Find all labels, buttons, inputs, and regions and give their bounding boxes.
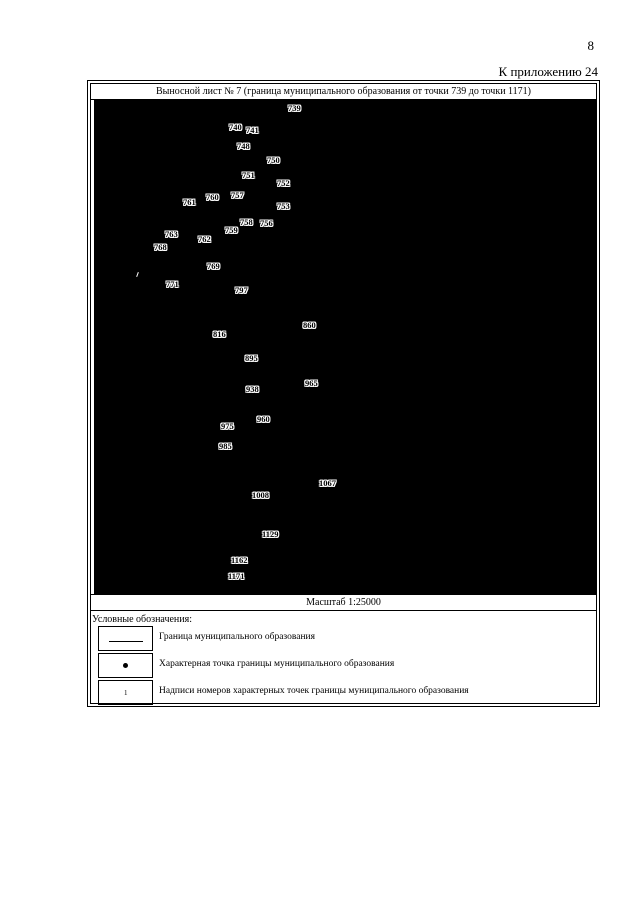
map-point-label: 860 <box>303 320 316 330</box>
map-point-label: 763 <box>165 229 178 239</box>
legend-title: Условные обозначения: <box>92 614 193 625</box>
legend-item-boundary-line <box>98 626 588 651</box>
map-point-label: 895 <box>245 353 258 363</box>
boundary-point-icon <box>123 663 128 668</box>
map-point-label: 1162 <box>231 555 248 565</box>
map-point-label: 761 <box>183 197 196 207</box>
legend-symbol-box <box>98 626 153 651</box>
legend-item-point-label <box>98 680 588 705</box>
map-point-label: 750 <box>267 155 280 165</box>
map-point-label: 1008 <box>252 490 269 500</box>
boundary-line-icon <box>109 641 143 642</box>
map-point-label: 1067 <box>319 478 336 488</box>
map-point-label: 1171 <box>228 571 245 581</box>
map-point-label: 768 <box>154 242 167 252</box>
legend-item-label: Граница муниципального образования <box>159 632 315 642</box>
map-point-label: 752 <box>277 178 290 188</box>
map-point-label: 756 <box>260 218 273 228</box>
map-area <box>94 100 596 594</box>
map-point-label: 759 <box>225 225 238 235</box>
map-point-label: 751 <box>242 170 255 180</box>
map-point-label: 748 <box>237 141 250 151</box>
map-point-label: 1129 <box>262 529 279 539</box>
map-point-label: 762 <box>198 234 211 244</box>
map-point-label: 760 <box>206 192 219 202</box>
legend-item-boundary-point <box>98 653 588 678</box>
map-point-label: 771 <box>166 279 179 289</box>
map-point-label: 975 <box>221 421 234 431</box>
legend-symbol-box <box>98 653 153 678</box>
legend-item-label: Характерная точка границы муниципального образования <box>159 659 395 669</box>
map-point-label: 740 <box>229 122 242 132</box>
map-point-label: 960 <box>257 414 270 424</box>
map-point-label: 797 <box>235 285 248 295</box>
map-point-label: 769 <box>207 261 220 271</box>
map-point-label: 985 <box>219 441 232 451</box>
boundary-tick <box>136 272 139 277</box>
map-point-label: 741 <box>246 125 259 135</box>
legend-symbol-box <box>98 680 153 705</box>
point-label-sample: 1 <box>124 689 128 697</box>
map-point-label: 757 <box>231 190 244 200</box>
map-point-label: 965 <box>305 378 318 388</box>
map-point-label: 816 <box>213 329 226 339</box>
sheet-frame <box>87 80 600 707</box>
map-point-label: 753 <box>277 201 290 211</box>
sheet-inner-frame <box>90 83 597 704</box>
sheet-title: Выносной лист № 7 (граница муниципального образования от точки 739 до точки 1171) <box>155 86 532 97</box>
page-number: 8 <box>587 38 594 53</box>
map-point-label: 758 <box>240 217 253 227</box>
appendix-label: К приложению 24 <box>498 64 598 79</box>
scale-divider <box>91 594 596 595</box>
scale-label: Масштаб 1:25000 <box>306 597 381 608</box>
legend-item-label: Надписи номеров характерных точек границы муниципального образования <box>159 686 469 696</box>
legend-divider <box>91 610 596 611</box>
map-point-label: 739 <box>288 103 301 113</box>
map-point-label: 938 <box>246 384 259 394</box>
